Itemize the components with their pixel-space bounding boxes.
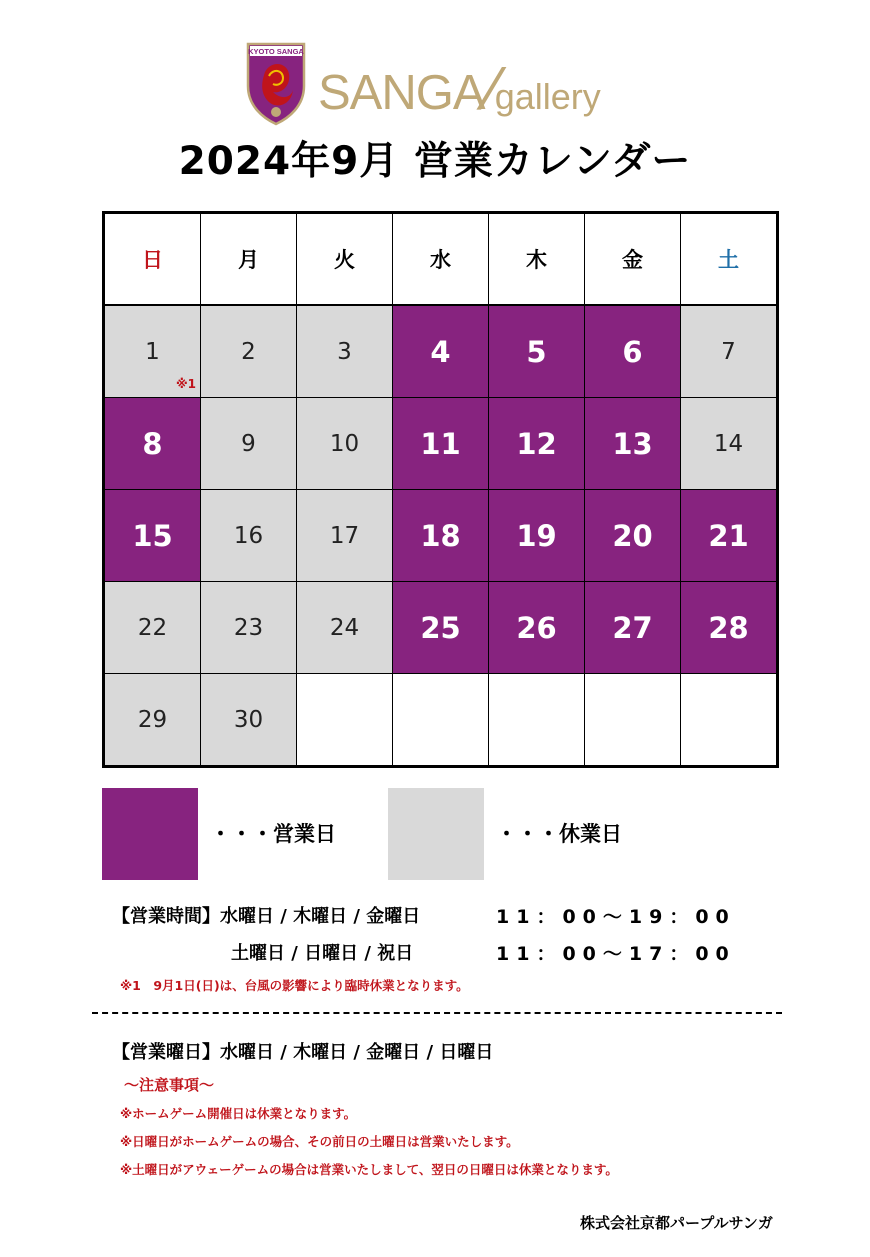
- day-number: 2: [241, 338, 256, 365]
- day-number: 15: [132, 518, 173, 553]
- day-number: 5: [526, 334, 547, 369]
- calendar-day-open: [585, 582, 681, 674]
- day-number: 19: [516, 518, 557, 553]
- calendar-day-open: [489, 490, 585, 582]
- calendar-day-closed: [201, 490, 297, 582]
- calendar-day-open: [393, 490, 489, 582]
- calendar-day-closed: [105, 674, 201, 766]
- crest-top-text: KYOTO SANGA: [248, 47, 304, 56]
- calendar-day-closed: [297, 490, 393, 582]
- day-number: 8: [142, 426, 163, 461]
- calendar-day-open: [393, 582, 489, 674]
- calendar-table: [104, 213, 777, 766]
- day-number: 16: [233, 522, 264, 549]
- hours-weekday-time: 11：00～19：00: [496, 906, 736, 928]
- weekday-header: 木: [489, 214, 585, 306]
- legend-closed-swatch: [388, 788, 484, 880]
- calendar-week-row: [105, 398, 777, 490]
- calendar-day-open: [489, 398, 585, 490]
- day-number: 22: [137, 614, 168, 641]
- calendar-day-open: [489, 582, 585, 674]
- calendar-week-row: [105, 490, 777, 582]
- wordmark-sub: gallery: [494, 76, 601, 117]
- calendar-day-closed: [297, 305, 393, 398]
- calendar-day-open: [105, 398, 201, 490]
- calendar-day-closed: [681, 398, 777, 490]
- day-number: 29: [137, 706, 168, 733]
- day-number: 18: [420, 518, 461, 553]
- day-number: 7: [721, 338, 736, 365]
- calendar-empty-cell: [489, 674, 585, 766]
- legend-closed-label: ・・・休業日: [496, 822, 622, 846]
- calendar-empty-cell: [681, 674, 777, 766]
- day-number: 30: [233, 706, 264, 733]
- hours-weekday-label: 【営業時間】水曜日 / 木曜日 / 金曜日: [112, 906, 421, 927]
- dashed-divider: [92, 1012, 782, 1014]
- calendar-day-open: [585, 305, 681, 398]
- day-number: 28: [708, 610, 749, 645]
- company-name: 株式会社京都パープルサンガ: [580, 1214, 773, 1232]
- notice-item: ※日曜日がホームゲームの場合、その前日の土曜日は営業いたします。: [120, 1134, 519, 1149]
- calendar-empty-cell: [393, 674, 489, 766]
- calendar-day-closed: [297, 582, 393, 674]
- weekday-header: 月: [201, 214, 297, 306]
- calendar-empty-cell: [297, 674, 393, 766]
- calendar: [102, 211, 779, 768]
- day-number: 11: [420, 426, 461, 461]
- calendar-day-open: [393, 305, 489, 398]
- page-title: 2024年9月 営業カレンダー: [178, 139, 692, 184]
- calendar-empty-cell: [585, 674, 681, 766]
- weekday-header: 金: [585, 214, 681, 306]
- calendar-body: [105, 305, 777, 766]
- calendar-day-closed: [201, 674, 297, 766]
- calendar-day-open: [585, 490, 681, 582]
- day-number: 23: [233, 614, 264, 641]
- calendar-day-closed: [105, 305, 201, 398]
- weekday-header-row: [105, 214, 777, 306]
- day-number: 1: [145, 338, 160, 365]
- calendar-day-open: [105, 490, 201, 582]
- wordmark-slash: /: [472, 57, 510, 122]
- day-number: 12: [516, 426, 557, 461]
- wordmark-main: SANGA: [318, 66, 485, 120]
- calendar-day-closed: [201, 398, 297, 490]
- calendar-day-closed: [681, 305, 777, 398]
- notice-item: ※土曜日がアウェーゲームの場合は営業いたしまして、翌日の日曜日は休業となります。: [120, 1162, 618, 1177]
- hours-weekend-label: 土曜日 / 日曜日 / 祝日: [231, 943, 414, 964]
- calendar-week-row: [105, 305, 777, 398]
- notice-item: ※ホームゲーム開催日は休業となります。: [120, 1106, 357, 1121]
- business-days: 【営業曜日】水曜日 / 木曜日 / 金曜日 / 日曜日: [112, 1042, 494, 1063]
- day-number: 6: [622, 334, 643, 369]
- calendar-week-row: [105, 674, 777, 766]
- calendar-day-open: [393, 398, 489, 490]
- day-number: 27: [612, 610, 653, 645]
- weekday-header: 土: [681, 214, 777, 306]
- calendar-day-open: [681, 582, 777, 674]
- calendar-day-closed: [105, 582, 201, 674]
- day-number: 21: [708, 518, 749, 553]
- day-number: 25: [420, 610, 461, 645]
- calendar-day-open: [681, 490, 777, 582]
- day-number: 17: [329, 522, 360, 549]
- calendar-day-closed: [297, 398, 393, 490]
- day-number: 14: [713, 430, 744, 457]
- calendar-day-open: [585, 398, 681, 490]
- sanga-gallery-wordmark: [318, 56, 601, 126]
- weekday-header: 水: [393, 214, 489, 306]
- notice-title: ～注意事項～: [124, 1076, 215, 1094]
- day-number: 24: [329, 614, 360, 641]
- calendar-week-row: [105, 582, 777, 674]
- day-number: 9: [241, 430, 256, 457]
- day-number: 13: [612, 426, 653, 461]
- kyoto-sanga-crest-icon: [245, 42, 307, 126]
- hours-weekend-time: 11：00～17：00: [496, 943, 736, 965]
- legend-open-label: ・・・営業日: [210, 822, 336, 846]
- day-number: 26: [516, 610, 557, 645]
- day-number: 4: [430, 334, 451, 369]
- logo-area: [0, 38, 870, 132]
- weekday-header: 日: [105, 214, 201, 306]
- legend-open-swatch: [102, 788, 198, 880]
- day-number: 20: [612, 518, 653, 553]
- day-note-marker: ※1: [175, 377, 196, 391]
- day-number: 10: [329, 430, 360, 457]
- typhoon-note: ※1 9月1日(日)は、台風の影響により臨時休業となります。: [120, 978, 469, 993]
- calendar-day-closed: [201, 582, 297, 674]
- day-number: 3: [337, 338, 352, 365]
- calendar-day-closed: [201, 305, 297, 398]
- calendar-day-open: [489, 305, 585, 398]
- weekday-header: 火: [297, 214, 393, 306]
